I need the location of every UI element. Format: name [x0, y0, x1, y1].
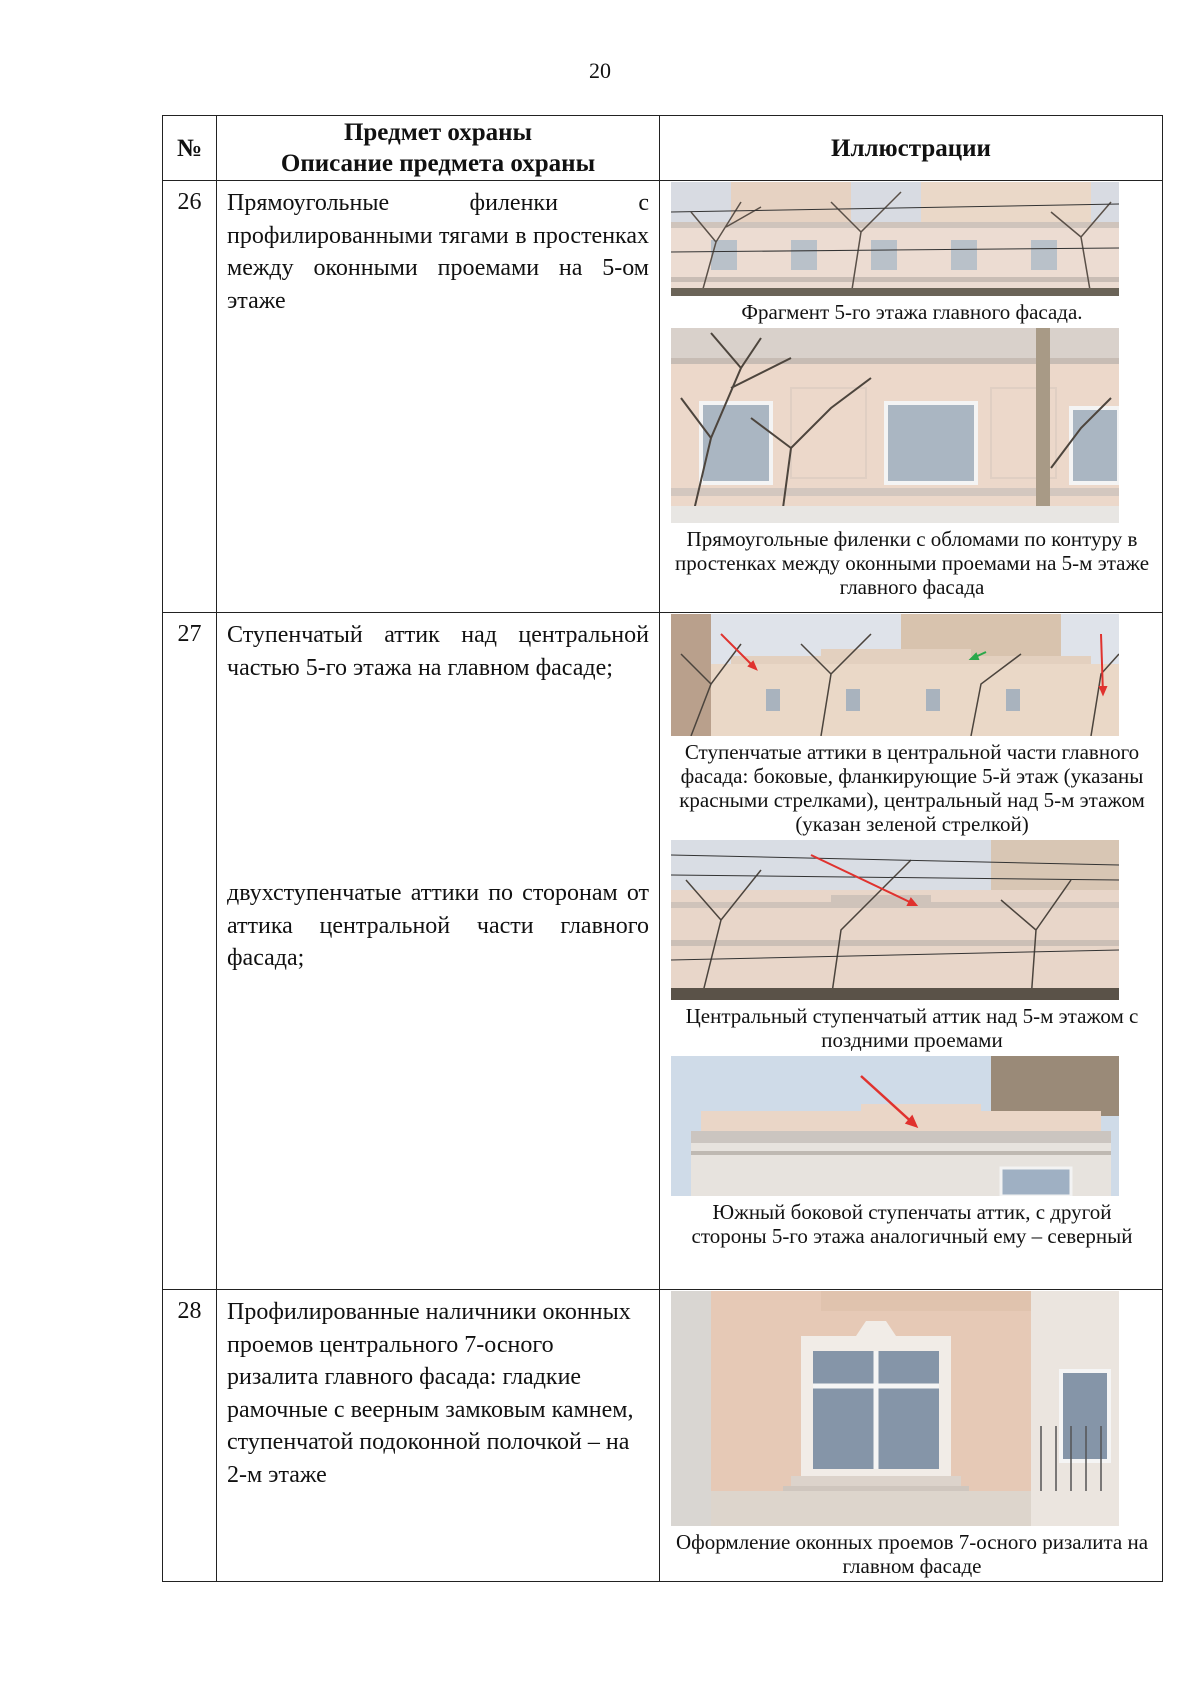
page-number: 20 [589, 58, 611, 83]
protection-subjects-table [162, 115, 1163, 1582]
description-text: Ступенчатый аттик над центральной частью 5-го этажа на главном фасаде; [227, 622, 649, 681]
header-subject [217, 116, 660, 181]
table-row [163, 181, 1163, 613]
window-trims-photo [671, 1291, 1119, 1526]
photo-caption: Фрагмент 5-го этажа главного фасада. [741, 300, 1083, 324]
stepped-attics-photo [671, 614, 1119, 736]
row-description [217, 1290, 660, 1582]
row-number: 26 [163, 181, 217, 613]
south-attic-photo [671, 1056, 1119, 1196]
row-illustrations [660, 181, 1163, 613]
facade-fragment-photo [671, 182, 1119, 296]
photo-caption: Прямоугольные филенки с обломами по контуру в простенках между оконными проемами на 5-м этаже главного фасада [674, 527, 1150, 599]
row-number: 27 [163, 613, 217, 1290]
central-attic-photo [671, 840, 1119, 1000]
header-subject-description: Описание предмета охраны [280, 150, 596, 177]
photo-caption: Ступенчатые аттики в центральной части главного фасада: боковые, фланкирующие 5-й этаж (указаны красными стрелками), центральный над 5-м этажом (указан зеленой стрелкой) [679, 740, 1145, 836]
table-row [163, 1290, 1163, 1582]
header-illustrations: Иллюстрации [660, 116, 1163, 181]
table-header-row [163, 116, 1163, 181]
photo-caption: Оформление оконных проемов 7-осного ризалита на главном фасаде [675, 1530, 1149, 1578]
row-description [217, 613, 660, 1290]
table-row [163, 613, 1163, 1290]
row-number: 28 [163, 1290, 217, 1582]
description-text: двухступенчатые аттики по сторонам от аттика центральной части главного фасада; [227, 880, 649, 971]
row-description [217, 181, 660, 613]
row-illustrations [660, 613, 1163, 1290]
row-illustrations [660, 1290, 1163, 1582]
photo-caption: Центральный ступенчатый аттик над 5-м этажом с поздними проемами [685, 1004, 1139, 1052]
wall-panels-photo [671, 328, 1119, 523]
header-number: № [163, 116, 217, 181]
description-text: Профилированные наличники оконных проемов центрального 7-осного ризалита главного фасада: гладкие рамочные с веерным замковым камнем, ступенчатой подоконной полочкой – на 2-м этаже [227, 1299, 634, 1488]
description-text: Прямоугольные филенки с профилированными тягами в простенках между оконными проемами на 5-ом этаже [227, 190, 649, 314]
photo-caption: Южный боковой ступенчаты аттик, с другой стороны 5-го этажа аналогичный ему – северный [691, 1200, 1133, 1248]
header-subject-title: Предмет охраны [343, 119, 533, 146]
